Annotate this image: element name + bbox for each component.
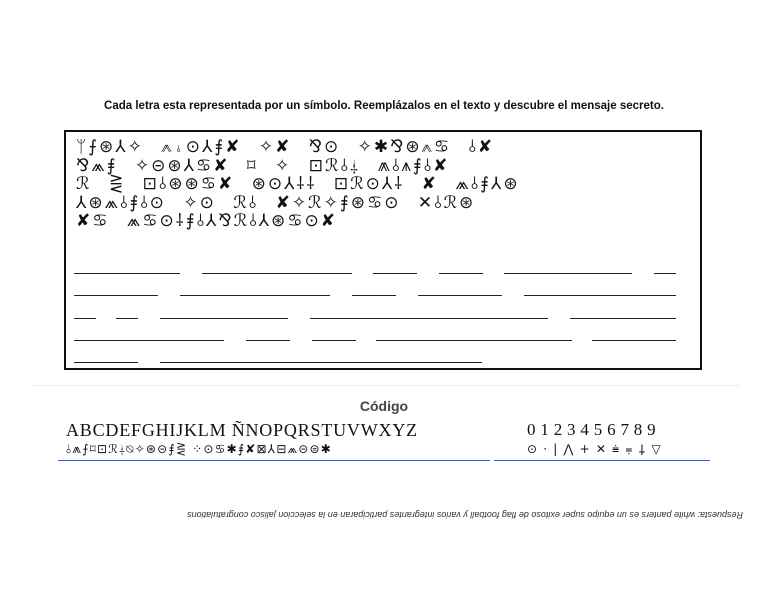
answer-blank[interactable] [376,340,572,341]
answer-blank[interactable] [74,362,138,363]
answer-blank[interactable] [74,273,180,274]
code-title: Código [359,398,409,414]
answer-blank[interactable] [312,340,356,341]
digit-key-symbols: ⊙ · | ⋀ + ✕ ⩧ ⩦ ⸸ ▽ [527,442,662,456]
answer-blank[interactable] [570,318,676,319]
answer-blank[interactable] [654,273,676,274]
cipher-line: ⅋⩕⨎ ✧⊝⊛⅄♋✘ ⌑ ✧ ⊡ℛ⫰⸸ ⩕⫰⩚⨎⫰✘ [76,155,450,176]
answer-blank[interactable] [74,318,96,319]
instruction-text: Cada letra esta representada por un símbolo. Reemplázalos en el texto y descubre el mensaje secreto. [104,100,664,112]
answer-blank[interactable] [439,273,483,274]
digit-key-numbers: 0 1 2 3 4 5 6 7 8 9 [527,420,657,439]
answer-blank[interactable] [202,273,352,274]
alphabet-key-letters: ABCDEFGHIJKLM ÑNOPQRSTUVWXYZ [66,420,418,440]
alphabet-key-symbols: ⫰⩕⨍⌑⊡ℛ⸸⍉✧⊛⊝⨎⋛ ⁘⊙♋✱⨎✘⊠⅄⊟⩕⊝⊜✱ [66,442,333,456]
answer-blank[interactable] [160,318,288,319]
answer-blank[interactable] [418,295,502,296]
cipher-line: ℛ ⋛ ⊡⫰⊛⊛♋✘ ⊛⊙⅄⸸⸸ ⊡ℛ⊙⅄⸸ ✘ ⩕⫰⨎⅄⊛ [76,174,520,194]
answer-blank[interactable] [180,295,330,296]
cipher-text [76,138,686,256]
answer-blank[interactable] [524,295,676,296]
cipher-line: ✘♋ ⩕♋⊙⸸⨎⫰⅄⅋ℛ⫰⅄⊛♋⊙✘ [76,211,337,231]
answer-blank[interactable] [74,340,224,341]
answer-blank[interactable] [352,295,396,296]
answer-blank[interactable] [310,318,548,319]
answer-blank[interactable] [160,362,482,363]
answer-blank[interactable] [373,273,417,274]
answer-text-upside-down: Respuesta: white panters es un equipo super exitoso de flag football y varios integrantes participaran en la seleccion jalisco congratulations [187,510,743,520]
answer-blank[interactable] [116,318,138,319]
answer-blank[interactable] [246,340,290,341]
alphabet-key-underline [58,460,490,461]
cipher-line: ⅄⊛⩕⫰⨎⫰⊙ ✧⊙ ℛ⫰ ✘✧ℛ✧⨎⊛♋⊙ ✕⫰ℛ⊛ [76,192,476,213]
digit-key-underline [494,460,710,461]
cipher-line: ᛘ⨍⊛⅄✧ ⩕⫰⊙⅄⨎✘ ✧✘ ⅋⊙ ✧✱⅋⊛⩕♋ ⫰✘ [76,138,495,157]
answer-blank[interactable] [592,340,676,341]
answer-blank[interactable] [504,273,632,274]
answer-blank[interactable] [74,295,158,296]
section-divider [30,385,740,386]
puzzle-box [64,130,702,370]
